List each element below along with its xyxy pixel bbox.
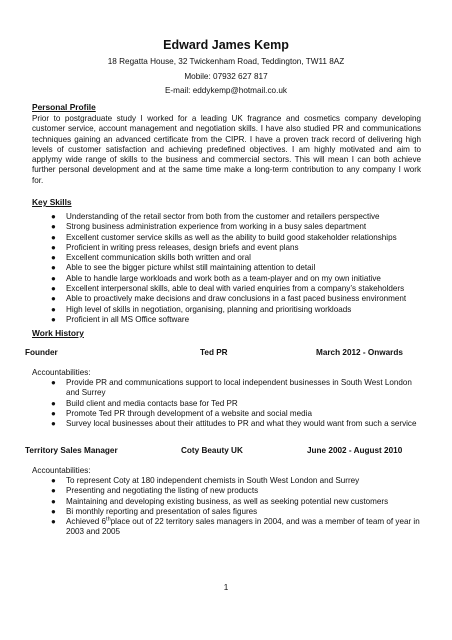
job-dates: June 2002 - August 2010 [307,446,403,455]
list-item: ● To represent Coty at 180 independent chemists in South West London and Surrey [51,476,360,485]
list-item: ● Proficient in all MS Office software [51,314,190,324]
list-item: ● Able to handle large workloads and work both as a team-player and on my own initiative [51,273,381,283]
bullet-icon: ● [51,486,56,496]
bullet-icon: ● [51,284,56,294]
bullet-icon: ● [51,496,56,506]
list-item: ● Achieved 6thplace out of 22 territory sales managers in 2004, and was a member of team of year in 2003 and 2005 [51,516,420,537]
list-item: ● Excellent interpersonal skills, able to deal with varied enquiries from a company’s stakeholders [51,284,405,294]
list-item: ● Bi monthly reporting and presentation of sales figures [51,506,258,516]
bullet-icon: ● [51,476,56,485]
accountabilities-label: Accountabilities: [32,466,91,475]
personal-profile-text: Prior to postgraduate study I worked for a leading UK fragrance and cosmetics company developing customer service, account management and negotiation skills. I have also studied PR and communications techniques gaining an advanced certificate from the CIPR. I have a proven track record of delivering high levels of customer satisfaction and achieving predefined objectives. I am highly motivated and aim to applymy wide range of skills to the business and commercial sectors. This will mean I can both achieve further personal development and at the same time make a long-term contribution to any company I work for. [32,114,421,185]
address-line: 18 Regatta House, 32 Twickenham Road, Teddington, TW11 8AZ [107,57,345,66]
list-item: ● Understanding of the retail sector from both from the customer and retailers perspective [51,212,380,221]
bullet-icon: ● [51,408,56,418]
job-company: Coty Beauty UK [181,446,243,455]
bullet-icon: ● [51,212,56,221]
list-item: ● Excellent communication skills both written and oral [51,253,251,263]
list-item: ● Promote Ted PR through development of a website and social media [51,408,312,418]
job-company: Ted PR [200,348,228,357]
bullet-icon: ● [51,242,56,252]
page-number: 1 [223,583,229,592]
bullet-icon: ● [51,273,56,283]
bullet-icon: ● [51,263,56,273]
bullet-icon: ● [51,517,56,527]
list-item: ● Proficient in writing press releases, design briefs and event plans [51,242,299,252]
job-title: Founder [25,348,58,357]
bullet-icon: ● [51,232,56,242]
mobile-line: Mobile: 07932 627 817 [184,72,268,81]
list-item: ● Build client and media contacts base for Ted PR [51,398,238,408]
list-item: ● Excellent customer service skills as well as the ability to build good stakeholder relationships [51,232,397,242]
key-skills-heading: Key Skills [32,197,72,207]
bullet-icon: ● [51,304,56,314]
bullet-icon: ● [51,222,56,232]
bullet-icon: ● [51,294,56,304]
bullet-icon: ● [51,253,56,263]
key-skills-list [32,212,424,325]
list-item: ● Able to proactively make decisions and draw conclusions in a fast paced business environment [51,294,407,304]
bullet-icon: ● [51,419,56,429]
job-dates: March 2012 - Onwards [316,348,403,357]
job-title: Territory Sales Manager [25,446,118,455]
email-line: E-mail: eddykemp@hotmail.co.uk [164,86,288,95]
list-item: ● Survey local businesses about their attitudes to PR and what they would want from such a service [51,419,417,429]
list-item: ● Maintaining and developing existing business, as well as seeking potential new customers [51,496,389,506]
work-history-heading: Work History [32,328,84,338]
accountabilities-label: Accountabilities: [32,368,91,377]
accountabilities-list [32,476,424,538]
list-item: ● Able to see the bigger picture whilst still maintaining attention to detail [51,263,316,273]
list-item: ● Presenting and negotiating the listing of new products [51,486,259,496]
accountabilities-list [32,378,424,429]
bullet-icon: ● [51,398,56,408]
personal-profile-heading: Personal Profile [32,102,96,112]
list-item: ● High level of skills in negotiation, organising, planning and prioritising workloads [51,304,352,314]
bullet-icon: ● [51,506,56,516]
bullet-icon: ● [51,378,56,387]
list-item: ● Strong business administration experience from working in a busy sales department [51,222,367,232]
candidate-name: Edward James Kemp [163,38,289,52]
bullet-icon: ● [51,314,56,324]
list-item: ● Provide PR and communications support to local independent businesses in South West London and Surrey [51,378,412,398]
